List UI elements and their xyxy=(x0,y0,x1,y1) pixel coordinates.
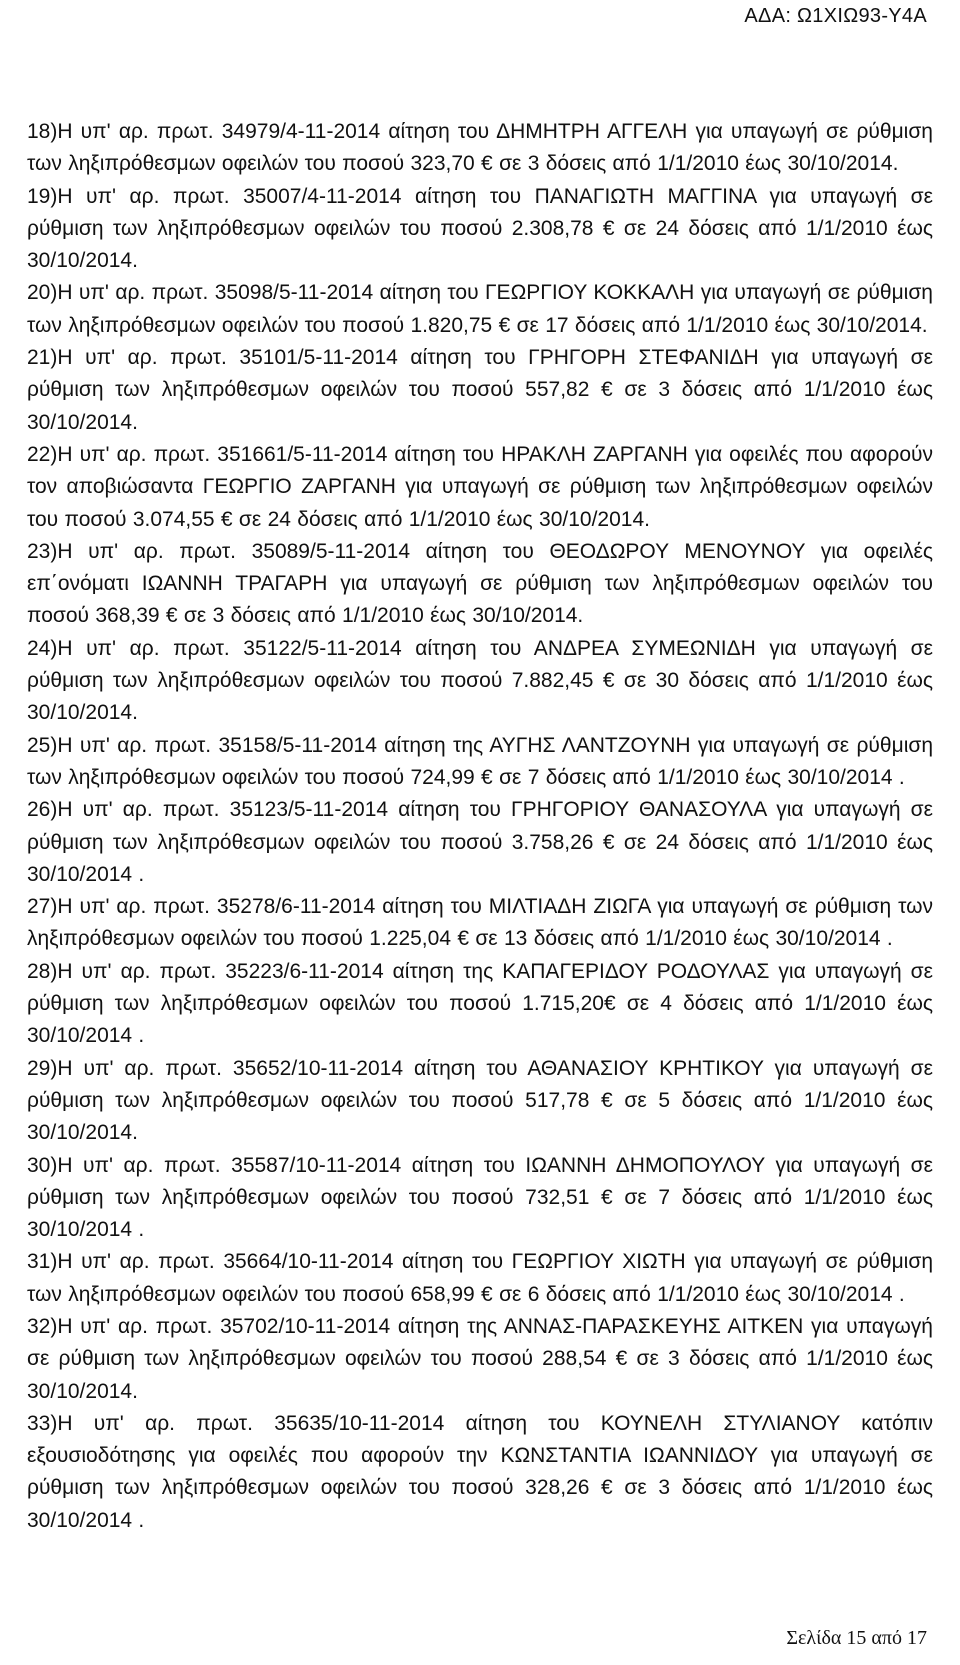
list-item: 22)Η υπ' αρ. πρωτ. 351661/5-11-2014 αίτηση του ΗΡΑΚΛΗ ΖΑΡΓΑΝΗ για οφειλές που αφορούν τον αποβιώσαντα ΓΕΩΡΓΙΟ ΖΑΡΓΑΝΗ για υπαγωγή σε ρύθμιση των ληξιπρόθεσμων οφειλών του ποσού 3.074,55 € σε 24 δόσεις από 1/1/2010 έως 30/10/2014. xyxy=(27,442,933,531)
list-item: 30)Η υπ' αρ. πρωτ. 35587/10-11-2014 αίτηση του ΙΩΑΝΝΗ ΔΗΜΟΠΟΥΛΟΥ για υπαγωγή σε ρύθμιση των ληξιπρόθεσμων οφειλών του ποσού 732,51 € σε 7 δόσεις από 1/1/2010 έως 30/10/2014 . xyxy=(27,1153,933,1242)
list-item: 29)Η υπ' αρ. πρωτ. 35652/10-11-2014 αίτηση του ΑΘΑΝΑΣΙΟΥ ΚΡΗΤΙΚΟΥ για υπαγωγή σε ρύθμιση των ληξιπρόθεσμων οφειλών του ποσού 517,78 € σε 5 δόσεις από 1/1/2010 έως 30/10/2014. xyxy=(27,1056,933,1145)
list-item: 32)Η υπ' αρ. πρωτ. 35702/10-11-2014 αίτηση της ΑΝΝΑΣ-ΠΑΡΑΣΚΕΥΗΣ ΑΙΤΚΕΝ για υπαγωγή σε ρύθμιση των ληξιπρόθεσμων οφειλών του ποσού 288,54 € σε 3 δόσεις από 1/1/2010 έως 30/10/2014. xyxy=(27,1314,933,1403)
list-item: 21)Η υπ' αρ. πρωτ. 35101/5-11-2014 αίτηση του ΓΡΗΓΟΡΗ ΣΤΕΦΑΝΙΔΗ για υπαγωγή σε ρύθμιση των ληξιπρόθεσμων οφειλών του ποσού 557,82 € σε 3 δόσεις από 1/1/2010 έως 30/10/2014. xyxy=(27,346,933,434)
list-item: 26)Η υπ' αρ. πρωτ. 35123/5-11-2014 αίτηση του ΓΡΗΓΟΡΙΟΥ ΘΑΝΑΣΟΥΛΑ για υπαγωγή σε ρύθμιση των ληξιπρόθεσμων οφειλών του ποσού 3.758,26 € σε 24 δόσεις από 1/1/2010 έως 30/10/2014 . xyxy=(27,798,933,886)
ada-code: ΑΔΑ: Ω1ΧΙΩ93-Υ4Α xyxy=(744,5,927,27)
document-body xyxy=(27,116,933,1537)
list-item: 25)Η υπ' αρ. πρωτ. 35158/5-11-2014 αίτηση της ΑΥΓΗΣ ΛΑΝΤΖΟΥΝΗ για υπαγωγή σε ρύθμιση των ληξιπρόθεσμων οφειλών του ποσού 724,99 € σε 7 δόσεις από 1/1/2010 έως 30/10/2014 . xyxy=(27,733,933,789)
page-number: Σελίδα 15 από 17 xyxy=(786,1627,927,1649)
list-item: 28)Η υπ' αρ. πρωτ. 35223/6-11-2014 αίτηση της ΚΑΠΑΓΕΡΙΔΟΥ ΡΟΔΟΥΛΑΣ για υπαγωγή σε ρύθμιση των ληξιπρόθεσμων οφειλών του ποσού 1.715,20€ σε 4 δόσεις από 1/1/2010 έως 30/10/2014 . xyxy=(27,959,933,1048)
list-item: 33)Η υπ' αρ. πρωτ. 35635/10-11-2014 αίτηση του ΚΟΥΝΕΛΗ ΣΤΥΛΙΑΝΟΥ κατόπιν εξουσιοδότησης για οφειλές που αφορούν την ΚΩΝΣΤΑΝΤΙΑ ΙΩΑΝΝΙΔΟΥ για υπαγωγή σε ρύθμιση των ληξιπρόθεσμων οφειλών του ποσού 328,26 € σε 3 δόσεις από 1/1/2010 έως 30/10/2014 . xyxy=(27,1411,933,1532)
list-item: 18)Η υπ' αρ. πρωτ. 34979/4-11-2014 αίτηση του ΔΗΜΗΤΡΗ ΑΓΓΕΛΗ για υπαγωγή σε ρύθμιση των ληξιπρόθεσμων οφειλών του ποσού 323,70 € σε 3 δόσεις από 1/1/2010 έως 30/10/2014. xyxy=(27,120,933,176)
list-item: 31)Η υπ' αρ. πρωτ. 35664/10-11-2014 αίτηση του ΓΕΩΡΓΙΟΥ ΧΙΩΤΗ για υπαγωγή σε ρύθμιση των ληξιπρόθεσμων οφειλών του ποσού 658,99 € σε 6 δόσεις από 1/1/2010 έως 30/10/2014 . xyxy=(27,1250,933,1306)
list-item: 24)Η υπ' αρ. πρωτ. 35122/5-11-2014 αίτηση του ΑΝΔΡΕΑ ΣΥΜΕΩΝΙΔΗ για υπαγωγή σε ρύθμιση των ληξιπρόθεσμων οφειλών του ποσού 7.882,45 € σε 30 δόσεις από 1/1/2010 έως 30/10/2014. xyxy=(27,636,933,725)
list-item: 27)Η υπ' αρ. πρωτ. 35278/6-11-2014 αίτηση του ΜΙΛΤΙΑΔΗ ΖΙΩΓΑ για υπαγωγή σε ρύθμιση των ληξιπρόθεσμων οφειλών του ποσού 1.225,04 € σε 13 δόσεις από 1/1/2010 έως 30/10/2014 . xyxy=(27,895,933,951)
list-item: 19)Η υπ' αρ. πρωτ. 35007/4-11-2014 αίτηση του ΠΑΝΑΓΙΩΤΗ ΜΑΓΓΙΝΑ για υπαγωγή σε ρύθμιση των ληξιπρόθεσμων οφειλών του ποσού 2.308,78 € σε 24 δόσεις από 1/1/2010 έως 30/10/2014. xyxy=(27,184,933,273)
list-item: 23)Η υπ' αρ. πρωτ. 35089/5-11-2014 αίτηση του ΘΕΟΔΩΡΟΥ ΜΕΝΟΥΝΟΥ για οφειλές επ΄ονόματι ΙΩΑΝΝΗ ΤΡΑΓΑΡΗ για υπαγωγή σε ρύθμιση των ληξιπρόθεσμων οφειλών του ποσού 368,39 € σε 3 δόσεις από 1/1/2010 έως 30/10/2014. xyxy=(27,539,933,628)
list-item: 20)Η υπ' αρ. πρωτ. 35098/5-11-2014 αίτηση του ΓΕΩΡΓΙΟΥ ΚΟΚΚΑΛΗ για υπαγωγή σε ρύθμιση των ληξιπρόθεσμων οφειλών του ποσού 1.820,75 € σε 17 δόσεις από 1/1/2010 έως 30/10/2014. xyxy=(27,281,933,337)
